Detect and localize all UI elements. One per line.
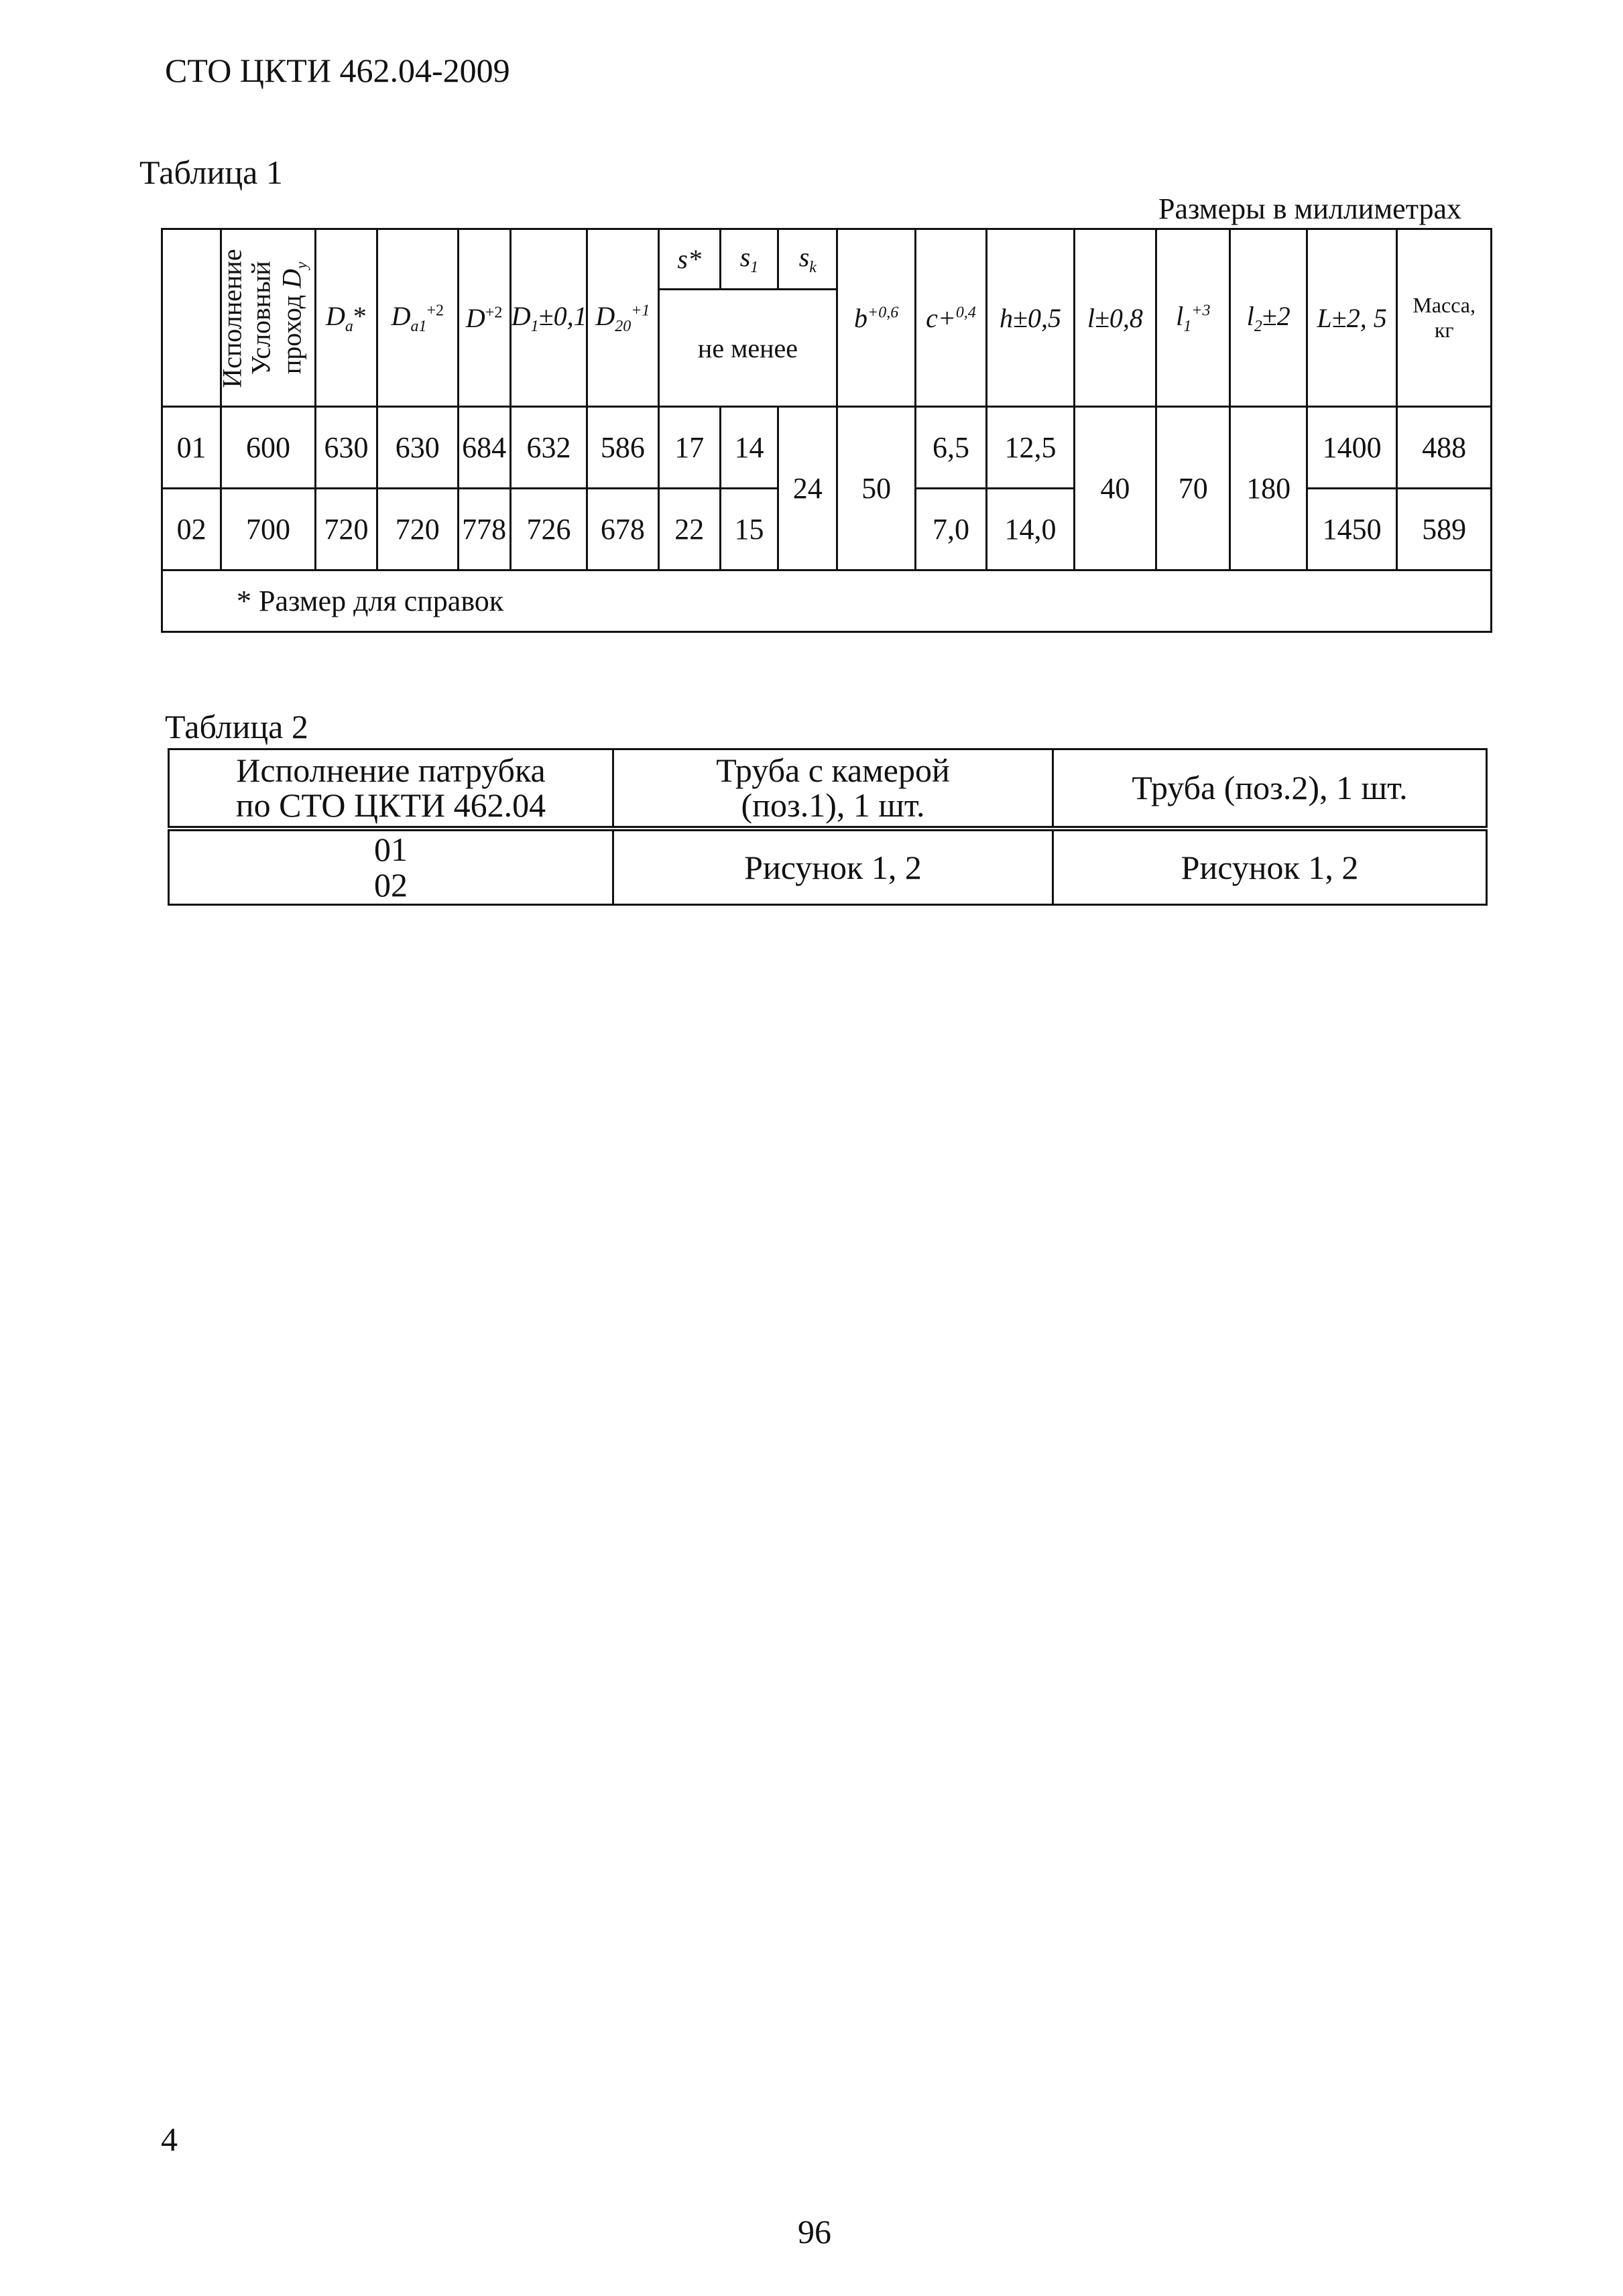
cell-D: 778 — [458, 489, 510, 570]
dimensions-table — [161, 228, 1492, 633]
applicability-table — [168, 748, 1488, 906]
header-sk: $s_k$ — [778, 229, 837, 290]
cell-ispolnenie: 02 — [162, 489, 221, 570]
header-D: $D^{+2}$ — [458, 229, 510, 407]
header-l: l±0,8 — [1074, 229, 1156, 407]
header-ne-menee: не менее — [658, 290, 837, 407]
header-L: L±2, 5 — [1307, 229, 1396, 407]
page-number: 96 — [798, 2213, 831, 2250]
header-Da1: $D_{a1}^{+2}$ — [377, 229, 458, 407]
header-l1: $l_1^{+3}$ — [1156, 229, 1230, 407]
cell-h: 14,0 — [987, 489, 1074, 570]
cell-Da1: 630 — [377, 407, 458, 489]
cell-uslovny: 700 — [221, 489, 315, 570]
header-s1: $s_1$ — [720, 229, 778, 290]
header-ispolnenie-patrubka: Исполнение патрубка по СТО ЦКТИ 462.04 — [169, 749, 613, 829]
cell-D1: 632 — [510, 407, 587, 489]
table1-caption: Таблица 1 — [139, 154, 283, 191]
cell-l-merged: 40 — [1074, 407, 1156, 570]
header-b: $b^{+0,6}$ — [837, 229, 915, 407]
cell-uslovny: 600 — [221, 407, 315, 489]
table-row — [162, 407, 1492, 489]
cell-s1: 14 — [720, 407, 778, 489]
cell-figure-ref: Рисунок 1, 2 — [1053, 829, 1487, 905]
cell-L: 1450 — [1307, 489, 1396, 570]
cell-h: 12,5 — [987, 407, 1074, 489]
cell-D20: 586 — [587, 407, 658, 489]
document-code: СТО ЦКТИ 462.04-2009 — [165, 52, 510, 89]
cell-ispolnenie: 01 — [162, 407, 221, 489]
header-l2: $l_2\pm 2$ — [1230, 229, 1307, 407]
cell-l1-merged: 70 — [1156, 407, 1230, 570]
units-note: Размеры в миллиметрах — [1158, 192, 1461, 225]
cell-massa: 488 — [1397, 407, 1492, 489]
cell-b-merged: 50 — [837, 407, 915, 570]
cell-s: 17 — [658, 407, 720, 489]
cell-massa: 589 — [1397, 489, 1492, 570]
cell-D20: 678 — [587, 489, 658, 570]
table-row — [169, 829, 1487, 905]
cell-D: 684 — [458, 407, 510, 489]
cell-sk-merged: 24 — [778, 407, 837, 570]
cell-s1: 15 — [720, 489, 778, 570]
header-c: c+$^{0,4}$ — [915, 229, 986, 407]
cell-L: 1400 — [1307, 407, 1396, 489]
cell-figure-ref: Рисунок 1, 2 — [613, 829, 1053, 905]
header-h: h±0,5 — [987, 229, 1074, 407]
cell-Da: 720 — [315, 489, 377, 570]
cell-Da1: 720 — [377, 489, 458, 570]
cell-ispolnenie-values: 01 02 — [169, 829, 613, 905]
header-Da: $D_a*$ — [315, 229, 377, 407]
header-massa: Масса, кг — [1397, 229, 1492, 407]
cell-l2-merged: 180 — [1230, 407, 1307, 570]
table2-caption: Таблица 2 — [165, 708, 308, 745]
header-ispolnenie: Исполнение — [162, 229, 221, 407]
cell-c: 6,5 — [915, 407, 986, 489]
header-truba-poz2: Труба (поз.2), 1 шт. — [1053, 749, 1487, 829]
cell-s: 22 — [658, 489, 720, 570]
header-D20: $D_{20}^{+1}$ — [587, 229, 658, 407]
cell-Da: 630 — [315, 407, 377, 489]
header-uslovny-prokhod: Условный проход $D_y$ — [221, 229, 315, 407]
page-number-local: 4 — [161, 2120, 178, 2158]
header-truba-s-kameroy: Труба с камерой (поз.1), 1 шт. — [613, 749, 1053, 829]
header-D1: $D_1\pm 0,1$ — [510, 229, 587, 407]
cell-c: 7,0 — [915, 489, 986, 570]
table-footnote: * Размер для справок — [162, 570, 1492, 632]
cell-D1: 726 — [510, 489, 587, 570]
header-s: s* — [658, 229, 720, 290]
